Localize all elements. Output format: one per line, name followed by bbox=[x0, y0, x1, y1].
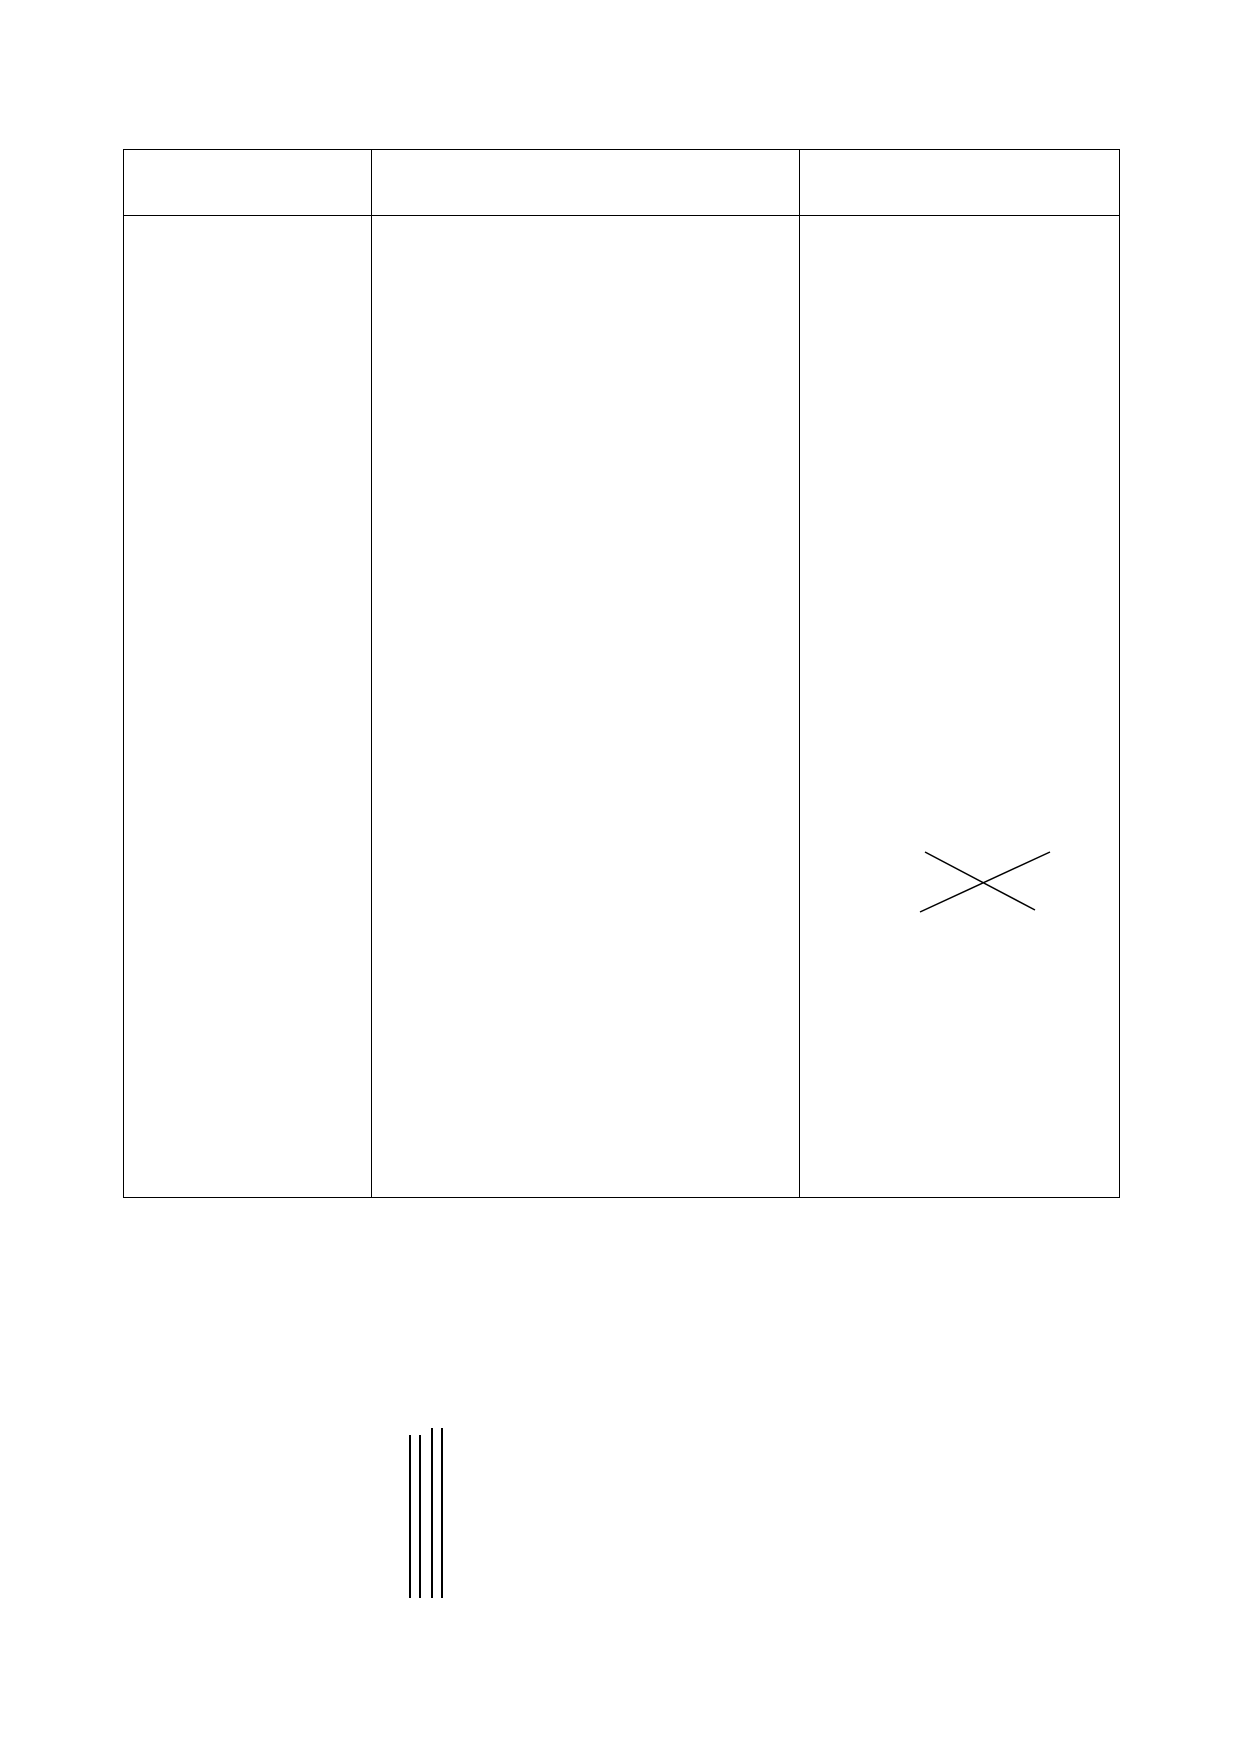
header-student-activity bbox=[371, 150, 799, 216]
column-divider bbox=[371, 150, 372, 1197]
column-divider bbox=[799, 150, 800, 1197]
illusion-figure-diamond bbox=[510, 1450, 690, 1600]
header-design-intent bbox=[799, 150, 1119, 216]
intersecting-lines-diagram bbox=[900, 840, 1080, 930]
illusion-figure-fan bbox=[670, 1480, 800, 1570]
header-teacher-activity bbox=[124, 150, 371, 216]
lesson-table bbox=[123, 149, 1120, 1198]
illusion-figure-hatched-lines bbox=[400, 1420, 450, 1600]
